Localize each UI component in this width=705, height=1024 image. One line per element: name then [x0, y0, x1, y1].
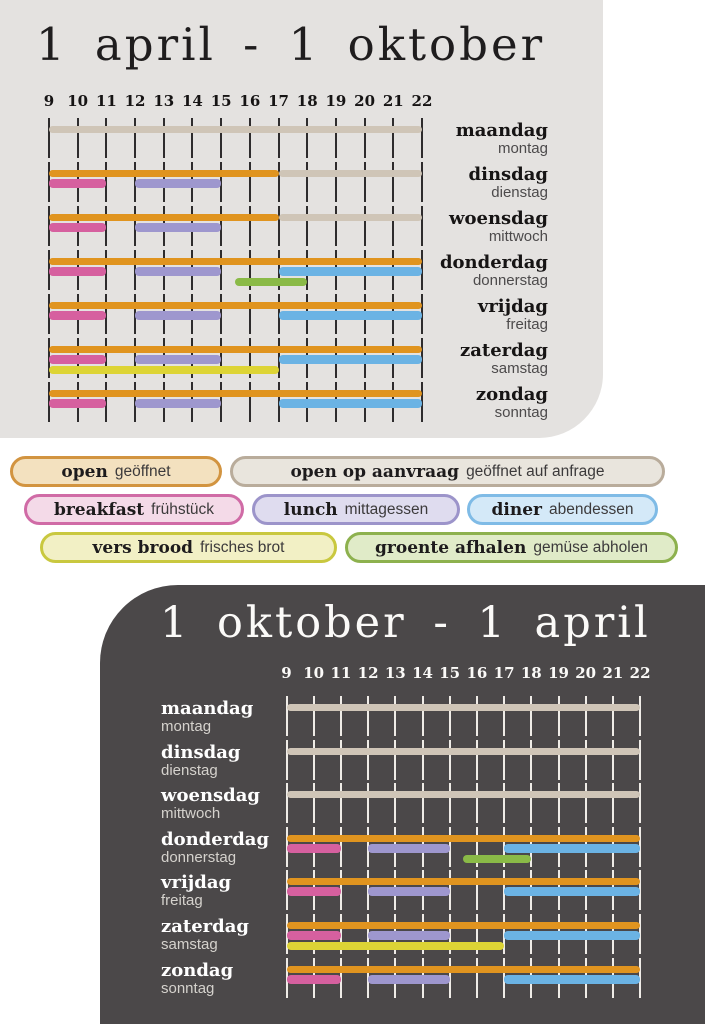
- lunch-bar: [135, 179, 221, 188]
- open-bar: [49, 214, 279, 221]
- day-label-maandag: [456, 121, 548, 157]
- hour-tick: [367, 783, 369, 823]
- legend-label-german: geöffnet: [114, 462, 171, 480]
- day-label-zondag: [161, 961, 233, 997]
- hour-tick: [249, 162, 251, 202]
- hour-label: 21: [602, 664, 624, 682]
- legend-pill-lunch: [252, 494, 460, 525]
- diner-bar: [279, 355, 422, 364]
- day-label-donderdag: [440, 253, 548, 289]
- hour-tick: [105, 118, 107, 158]
- hour-label: 12: [357, 664, 379, 682]
- groente-afhalen-bar: [463, 855, 531, 863]
- hour-label: 13: [384, 664, 406, 682]
- day-name-german: samstag: [491, 360, 548, 377]
- schedule-row-dinsdag: [286, 740, 642, 780]
- day-name-german: freitag: [506, 316, 548, 333]
- vers-brood-bar: [287, 942, 505, 950]
- breakfast-bar: [49, 223, 106, 232]
- day-label-donderdag: [161, 830, 269, 866]
- legend-label-german: frisches brot: [200, 538, 285, 556]
- open-bar: [49, 170, 279, 177]
- open-bar: [49, 302, 422, 309]
- hour-tick: [340, 740, 342, 780]
- schedule-row-maandag: [286, 696, 642, 736]
- hour-tick: [278, 206, 280, 246]
- hour-tick: [278, 118, 280, 158]
- lunch-bar: [135, 267, 221, 276]
- legend-label-german: abendessen: [549, 500, 634, 518]
- hour-tick: [249, 382, 251, 422]
- day-name-german: samstag: [161, 936, 218, 953]
- hour-label: 15: [210, 92, 232, 110]
- breakfast-bar: [49, 311, 106, 320]
- hour-label: 19: [325, 92, 347, 110]
- open-op-aanvraag-bar: [287, 791, 641, 798]
- hour-tick: [530, 696, 532, 736]
- hour-label: 9: [281, 664, 292, 682]
- day-label-woensdag: [161, 786, 260, 822]
- hour-tick: [421, 162, 423, 202]
- legend-label-german: geöffnet auf anfrage: [466, 462, 605, 480]
- legend-label-dutch: vers brood: [92, 537, 194, 558]
- day-name-dutch: dinsdag: [468, 164, 548, 185]
- lunch-bar: [135, 355, 221, 364]
- hour-tick: [612, 740, 614, 780]
- hour-tick: [503, 696, 505, 736]
- summer-title: 1 april - 1 oktober: [36, 18, 546, 71]
- hour-label: 18: [296, 92, 318, 110]
- hour-tick: [558, 696, 560, 736]
- day-name-german: mittwoch: [488, 228, 548, 245]
- hour-tick: [335, 118, 337, 158]
- legend-pill-open: [10, 456, 222, 487]
- open-bar: [49, 390, 422, 397]
- day-label-dinsdag: [161, 743, 240, 779]
- day-name-german: sonntag: [161, 979, 215, 997]
- hour-tick: [220, 118, 222, 158]
- legend-label-dutch: diner: [491, 499, 542, 520]
- hour-tick: [476, 783, 478, 823]
- hour-tick: [313, 783, 315, 823]
- hour-tick: [340, 783, 342, 823]
- diner-bar: [279, 311, 422, 320]
- diner-bar: [504, 975, 640, 984]
- day-label-zondag: [476, 385, 548, 421]
- legend-label-german: gemüse abholen: [533, 538, 648, 556]
- schedule-row-vrijdag: [48, 294, 423, 334]
- legend-pill-breakfast: [24, 494, 244, 525]
- breakfast-bar: [49, 355, 106, 364]
- breakfast-bar: [287, 975, 341, 984]
- hour-label: 21: [382, 92, 404, 110]
- hour-tick: [612, 696, 614, 736]
- open-bar: [49, 346, 422, 353]
- day-label-dinsdag: [469, 165, 548, 201]
- hour-label: 15: [439, 664, 461, 682]
- day-name-german: montag: [161, 718, 212, 735]
- day-label-woensdag: [449, 209, 548, 245]
- hour-tick: [364, 118, 366, 158]
- hour-tick: [612, 783, 614, 823]
- day-name-german: montag: [497, 140, 548, 157]
- breakfast-bar: [49, 399, 106, 408]
- open-op-aanvraag-bar: [49, 126, 422, 133]
- day-name-dutch: zaterdag: [161, 916, 249, 937]
- hour-label: 20: [575, 664, 597, 682]
- hour-label: 17: [493, 664, 515, 682]
- hour-label: 20: [354, 92, 376, 110]
- hour-tick: [558, 740, 560, 780]
- day-name-german: freitag: [161, 892, 203, 910]
- hour-label: 16: [466, 664, 488, 682]
- lunch-bar: [135, 311, 221, 320]
- hour-tick: [476, 870, 478, 910]
- day-name-dutch: zondag: [161, 959, 234, 981]
- hour-tick: [394, 740, 396, 780]
- hour-tick: [249, 294, 251, 334]
- hour-label: 14: [412, 664, 433, 682]
- diner-bar: [279, 399, 422, 408]
- hour-tick: [286, 740, 288, 780]
- day-label-zaterdag: [161, 917, 249, 953]
- day-label-zaterdag: [460, 341, 548, 377]
- day-name-german: sonntag: [494, 404, 548, 421]
- hour-tick: [422, 783, 424, 823]
- hour-tick: [306, 118, 308, 158]
- legend-pill-groente-afhalen: [345, 532, 678, 563]
- hour-tick: [313, 696, 315, 736]
- hour-tick: [286, 783, 288, 823]
- legend-pill-diner: [467, 494, 658, 525]
- hour-label: 22: [629, 664, 651, 682]
- hour-tick: [585, 696, 587, 736]
- winter-title: 1 oktober - 1 april: [160, 598, 651, 648]
- legend-label-dutch: open: [61, 461, 108, 482]
- hour-tick: [394, 783, 396, 823]
- hour-label: 10: [67, 92, 89, 110]
- hour-tick: [306, 206, 308, 246]
- hour-tick: [503, 783, 505, 823]
- hour-tick: [558, 783, 560, 823]
- open-op-aanvraag-bar: [287, 704, 641, 711]
- legend-label-dutch: breakfast: [53, 499, 145, 520]
- day-label-maandag: [161, 699, 253, 735]
- lunch-bar: [368, 975, 450, 984]
- hour-tick: [48, 118, 50, 158]
- legend-label-german: mittagessen: [344, 500, 429, 518]
- schedule-row-donderdag: [286, 827, 642, 867]
- schedule-row-zondag: [48, 382, 423, 422]
- hour-tick: [421, 118, 423, 158]
- legend-label-german: frühstück: [151, 500, 215, 518]
- day-name-dutch: woensdag: [448, 208, 548, 229]
- hour-tick: [364, 162, 366, 202]
- hour-tick: [278, 162, 280, 202]
- hour-label: 19: [548, 664, 569, 682]
- legend-label-dutch: lunch: [283, 499, 338, 520]
- open-op-aanvraag-bar: [287, 748, 641, 755]
- hour-tick: [191, 118, 193, 158]
- hour-tick: [421, 206, 423, 246]
- open-op-aanvraag-bar: [279, 170, 422, 177]
- day-name-dutch: donderdag: [161, 828, 270, 850]
- hour-tick: [449, 783, 451, 823]
- legend-pill-open-op-aanvraag: [230, 456, 665, 487]
- hour-label: 16: [239, 92, 261, 110]
- hour-tick: [286, 696, 288, 736]
- hour-tick: [367, 740, 369, 780]
- hour-tick: [585, 783, 587, 823]
- hour-tick: [249, 118, 251, 158]
- schedule-row-woensdag: [286, 783, 642, 823]
- day-name-dutch: zaterdag: [460, 340, 548, 361]
- legend-label-dutch: groente afhalen: [375, 537, 527, 558]
- day-name-dutch: vrijdag: [161, 872, 232, 894]
- hour-tick: [476, 696, 478, 736]
- hour-tick: [639, 783, 641, 823]
- hour-tick: [335, 206, 337, 246]
- open-bar: [287, 922, 641, 929]
- hour-tick: [422, 696, 424, 736]
- breakfast-bar: [287, 844, 341, 853]
- schedule-row-zondag: [286, 958, 642, 998]
- hour-tick: [249, 206, 251, 246]
- hour-tick: [503, 740, 505, 780]
- hour-label: 22: [411, 92, 433, 110]
- lunch-bar: [368, 931, 450, 940]
- hour-tick: [394, 696, 396, 736]
- day-name-dutch: dinsdag: [161, 741, 241, 763]
- diner-bar: [504, 931, 640, 940]
- schedule-row-donderdag: [48, 250, 423, 290]
- hour-label: 11: [95, 92, 117, 110]
- hour-tick: [134, 118, 136, 158]
- breakfast-bar: [287, 931, 341, 940]
- hour-tick: [585, 740, 587, 780]
- hour-tick: [392, 118, 394, 158]
- day-name-dutch: donderdag: [439, 252, 548, 273]
- schedule-row-dinsdag: [48, 162, 423, 202]
- vers-brood-bar: [49, 366, 279, 374]
- day-name-german: mittwoch: [161, 805, 221, 823]
- hour-tick: [335, 162, 337, 202]
- hour-label: 13: [153, 92, 175, 110]
- hour-tick: [476, 958, 478, 998]
- schedule-row-vrijdag: [286, 870, 642, 910]
- lunch-bar: [368, 887, 450, 896]
- hour-tick: [639, 696, 641, 736]
- groente-afhalen-bar: [235, 278, 307, 286]
- legend-pill-vers-brood: [40, 532, 337, 563]
- day-name-german: dienstag: [161, 761, 218, 779]
- hour-tick: [392, 206, 394, 246]
- hour-tick: [476, 740, 478, 780]
- legend-label-dutch: open op aanvraag: [290, 461, 460, 482]
- day-label-vrijdag: [161, 873, 231, 909]
- schedule-row-maandag: [48, 118, 423, 158]
- hour-tick: [422, 740, 424, 780]
- hour-tick: [530, 740, 532, 780]
- day-name-german: dienstag: [491, 184, 548, 201]
- hour-label: 10: [303, 664, 325, 682]
- hour-tick: [306, 162, 308, 202]
- hour-label: 17: [268, 92, 289, 110]
- lunch-bar: [368, 844, 450, 853]
- schedule-row-zaterdag: [48, 338, 423, 378]
- hour-tick: [364, 206, 366, 246]
- lunch-bar: [135, 399, 221, 408]
- hour-label: 11: [330, 664, 352, 682]
- day-name-dutch: maandag: [161, 698, 254, 719]
- day-name-dutch: woensdag: [161, 785, 261, 807]
- diner-bar: [279, 267, 422, 276]
- diner-bar: [504, 844, 640, 853]
- open-bar: [287, 878, 641, 885]
- day-label-vrijdag: [478, 297, 548, 333]
- hour-tick: [392, 162, 394, 202]
- day-name-dutch: zondag: [475, 384, 548, 405]
- open-bar: [49, 258, 422, 265]
- hour-label: 18: [520, 664, 542, 682]
- breakfast-bar: [49, 267, 106, 276]
- day-name-german: donnerstag: [472, 272, 548, 289]
- day-name-dutch: maandag: [455, 120, 548, 141]
- diner-bar: [504, 887, 640, 896]
- lunch-bar: [135, 223, 221, 232]
- breakfast-bar: [49, 179, 106, 188]
- hour-tick: [639, 740, 641, 780]
- hour-tick: [449, 696, 451, 736]
- hour-tick: [163, 118, 165, 158]
- schedule-row-woensdag: [48, 206, 423, 246]
- open-bar: [287, 835, 641, 842]
- breakfast-bar: [287, 887, 341, 896]
- hour-label: 9: [43, 92, 55, 110]
- hour-tick: [449, 740, 451, 780]
- day-name-dutch: vrijdag: [477, 296, 548, 317]
- hour-label: 12: [124, 92, 146, 110]
- open-bar: [287, 966, 641, 973]
- open-op-aanvraag-bar: [279, 214, 422, 221]
- hour-label: 14: [182, 92, 203, 110]
- hour-tick: [313, 740, 315, 780]
- hour-tick: [77, 118, 79, 158]
- schedule-row-zaterdag: [286, 914, 642, 954]
- hour-tick: [367, 696, 369, 736]
- day-name-german: donnerstag: [161, 848, 237, 866]
- hour-tick: [530, 783, 532, 823]
- hour-tick: [340, 696, 342, 736]
